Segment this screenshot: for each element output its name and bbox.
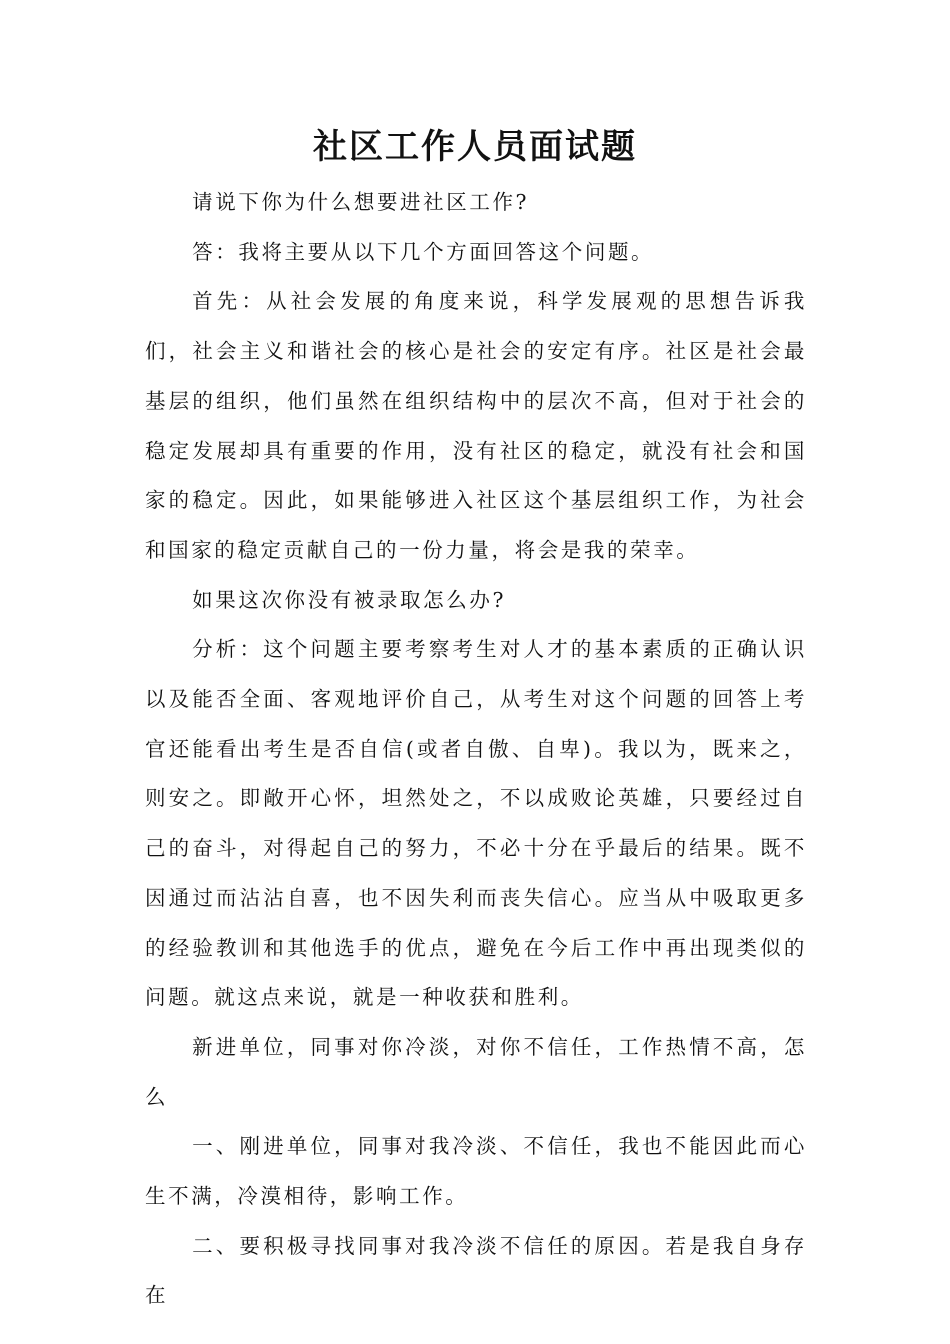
paragraph-question-3: 新进单位，同事对你冷淡，对你不信任，工作热情不高，怎么 (145, 1034, 807, 1109)
paragraph-analysis: 分析：这个问题主要考察考生对人才的基本素质的正确认识以及能否全面、客观地评价自己，从考生对这个问题的回答上考官还能看出考生是否自信(或者自傲、自卑)。我以为，既来之，则安之。即敞开心怀，坦然处之，不以成败论英雄，只要经过自己的奋斗，对得起自己的努力，不必十分在乎最后的结果。既不因通过而沾沾自喜，也不因失利而丧失信心。应当从中吸取更多的经验教训和其他选手的优点，避免在今后工作中再出现类似的问题。就这点来说，就是一种收获和胜利。 (145, 637, 807, 1010)
paragraph-question-2: 如果这次你没有被录取怎么办? (192, 587, 507, 612)
paragraph-point-2: 二、要积极寻找同事对我冷淡不信任的原因。若是我自身存在 (145, 1233, 807, 1308)
paragraph-question-1: 请说下你为什么想要进社区工作? (192, 190, 530, 214)
paragraph-answer-first: 首先：从社会发展的角度来说，科学发展观的思想告诉我们，社会主义和谐社会的核心是社会的安定有序。社区是社会最基层的组织，他们虽然在组织结构中的层次不高，但对于社会的稳定发展却具有重要的作用，没有社区的稳定，就没有社会和国家的稳定。因此，如果能够进入社区这个基层组织工作，为社会和国家的稳定贡献自己的一份力量，将会是我的荣幸。 (145, 289, 807, 562)
paragraph-answer-intro: 答：我将主要从以下几个方面回答这个问题。 (192, 239, 655, 264)
paragraph-point-1: 一、刚进单位，同事对我冷淡、不信任，我也不能因此而心生不满，冷漠相待，影响工作。 (145, 1134, 807, 1209)
document-title: 社区工作人员面试题 (313, 127, 637, 167)
document-body (145, 178, 807, 1321)
